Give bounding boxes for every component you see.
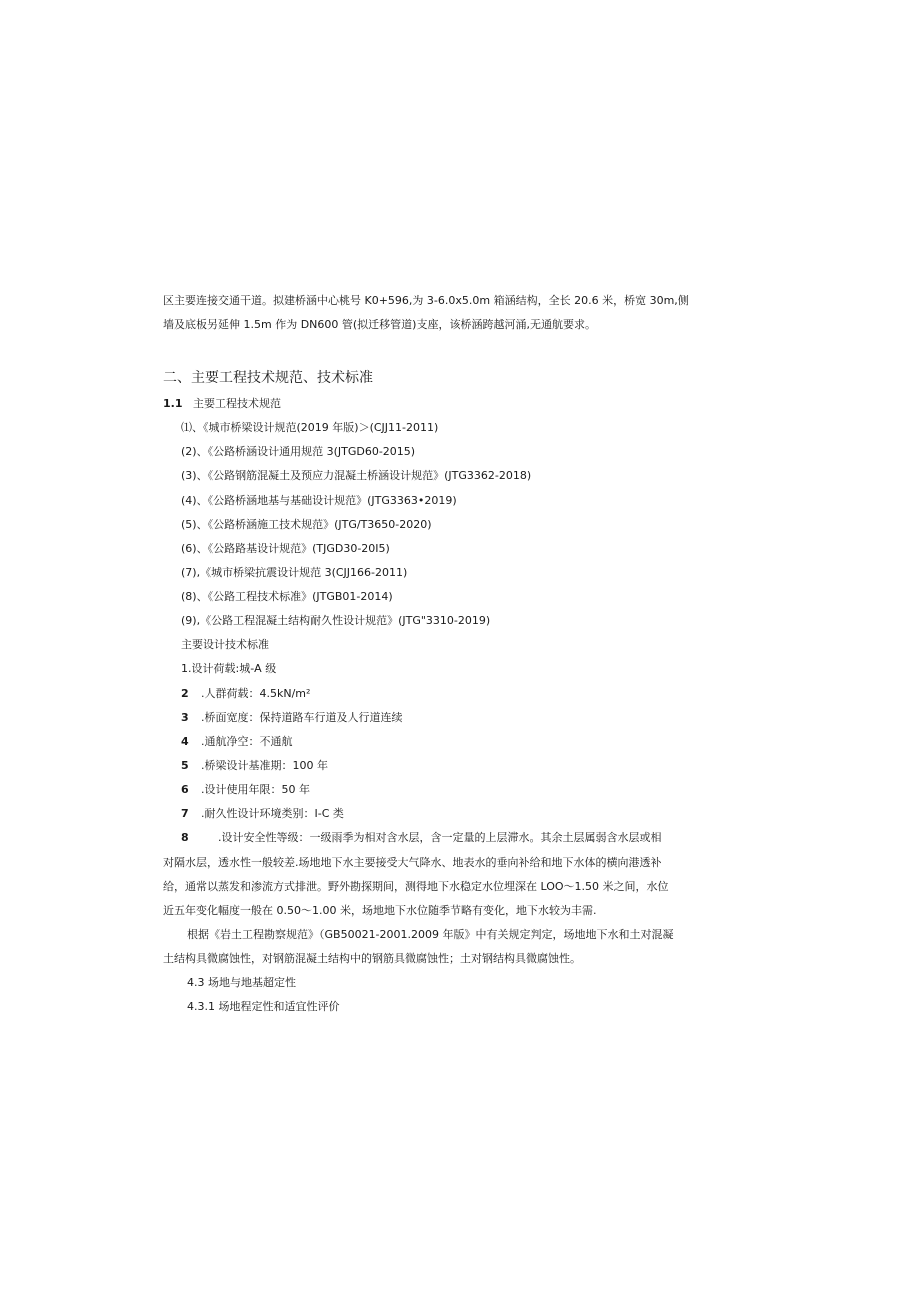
standard-number: 8 — [181, 831, 189, 844]
code-item: (4)、《公路桥涵地基与基础设计规范》(JTG3363•2019) — [181, 494, 457, 507]
standard-text: .通航净空：不通航 — [201, 735, 293, 748]
standard-text: .桥梁设计基准期：100 年 — [201, 759, 328, 772]
intro-line-2: 墙及底板另延伸 1.5m 作为 DN600 管(拟迁移管道)支座，该桥涵跨越河涌,无通航要求。 — [163, 318, 596, 331]
code-item: (7),《城市桥梁抗震设计规范 3(CJJ166-2011) — [181, 566, 408, 579]
code-item: (9),《公路工程混凝土结构耐久性设计规范》(JTG"3310-2019) — [181, 614, 491, 627]
standard-item — [181, 710, 681, 726]
paragraph-line-1: 根据《岩土工程勘察规范》（GB50021-2001.2009 年版》中有关规定判定，场地地下水和土对混凝 — [187, 928, 674, 941]
standard-number: 7 — [181, 807, 189, 820]
standard-text: .耐久性设计环境类别：I-C 类 — [201, 807, 344, 820]
standard-item: 1.设计荷载:城-A 级 — [181, 662, 277, 675]
standard-number: 2 — [181, 687, 189, 700]
standard-number: 5 — [181, 759, 189, 772]
subsection-number: 1.1 — [163, 397, 183, 410]
standard-item — [181, 782, 681, 798]
paragraph-line-2: 土结构具微腐蚀性，对钢筋混凝土结构中的钢筋具微腐蚀性；土对钢结构具微腐蚀性。 — [163, 952, 581, 965]
standard-number: 6 — [181, 783, 189, 796]
standard-8-line-1: .设计安全性等级：一级雨季为相对含水层，含一定量的上层滞水。其余土层属弱含水层或相 — [218, 831, 662, 844]
standard-text: .人群荷载：4.5kN/m² — [201, 687, 311, 700]
standard-text: .桥面宽度：保持道路车行道及人行道连续 — [201, 711, 403, 724]
heading-4-3-1: 4.3.1 场地程定性和适宜性评价 — [187, 1000, 340, 1013]
subsection-title: 主要工程技术规范 — [193, 397, 281, 410]
standard-8-line-2: 对隔水层，透水性一般较差.场地地下水主要接受大气降水、地表水的垂向补给和地下水体的横向港透补 — [163, 856, 662, 869]
standard-8-line-3: 给，通常以蒸发和渗流方式排泄。野外勘探期间，测得地下水稳定水位埋深在 LOO〜1.50 米之间，水位 — [163, 880, 669, 893]
standards-title: 主要设计技术标准 — [181, 638, 269, 651]
section-heading: 二、主要工程技术规范、技术标准 — [163, 370, 373, 386]
code-item: ⑴、《城市桥梁设计规范(2019 年版)＞(CJJ11-2011) — [181, 421, 439, 434]
standard-item — [181, 686, 681, 702]
standard-number: 4 — [181, 735, 189, 748]
standard-item — [181, 734, 681, 750]
heading-4-3: 4.3 场地与地基超定性 — [187, 976, 296, 989]
standard-item — [181, 806, 681, 822]
standard-8-line-4: 近五年变化幅度一般在 0.50〜1.00 米，场地地下水位随季节略有变化，地下水较为丰需. — [163, 904, 597, 917]
code-item: (5)、《公路桥涵施工技术规范》(JTG/T3650-2020) — [181, 518, 432, 531]
code-item: (3)、《公路钢筋混凝土及预应力混凝土桥涵设计规范》(JTG3362-2018) — [181, 469, 532, 482]
standard-number: 3 — [181, 711, 189, 724]
code-item: (8)、《公路工程技术标准》(JTGB01-2014) — [181, 590, 393, 603]
code-item: (6)、《公路路基设计规范》(TJGD30-20I5) — [181, 542, 390, 555]
code-item: (2)、《公路桥涵设计通用规范 3(JTGD60-2015) — [181, 445, 416, 458]
intro-line-1: 区主要连接交通干道。拟建桥涵中心桃号 K0+596,为 3-6.0x5.0m 箱涵结构，全长 20.6 米，桥宽 30m,侧 — [163, 294, 689, 307]
standard-text: .设计使用年限：50 年 — [201, 783, 310, 796]
standard-item — [181, 758, 681, 774]
